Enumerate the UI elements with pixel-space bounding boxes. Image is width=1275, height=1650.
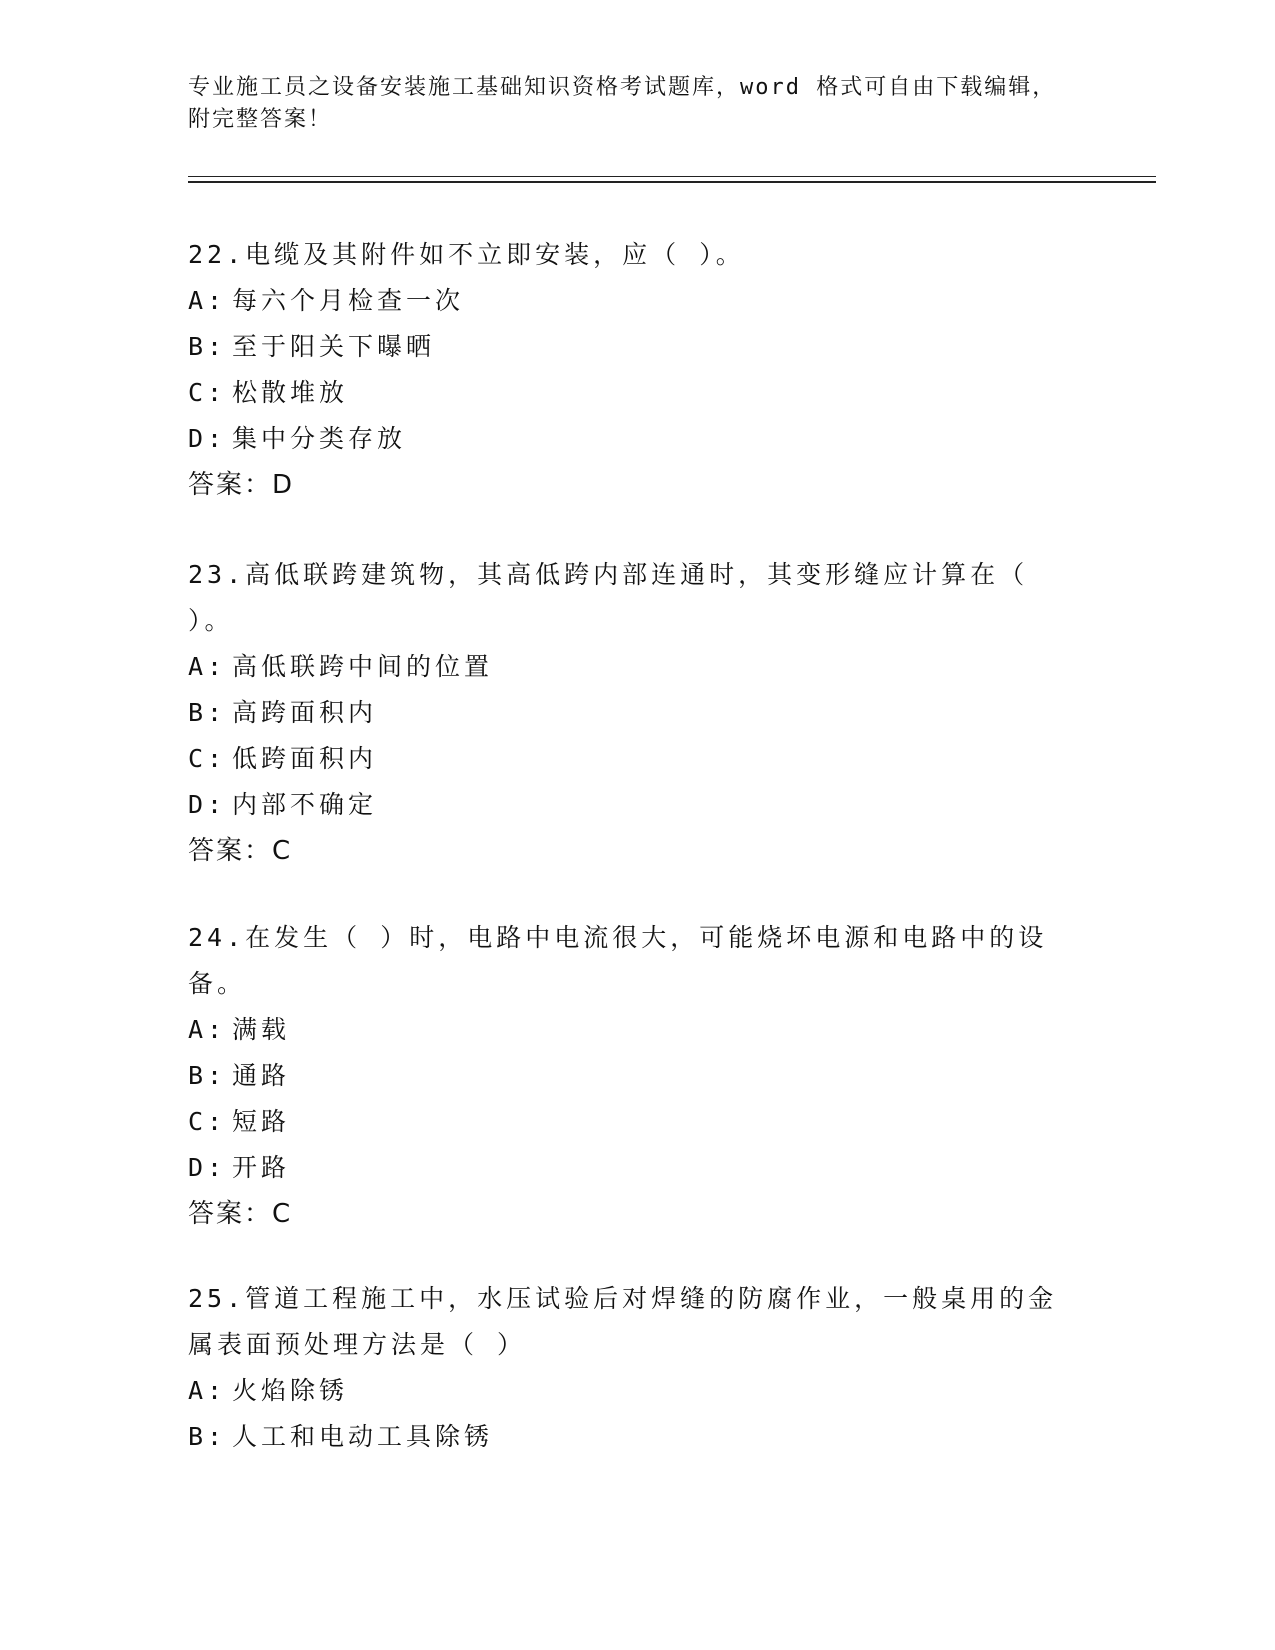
document-header: 专业施工员之设备安装施工基础知识资格考试题库，word 格式可自由下载编辑，附完整答案！ [188,75,1057,132]
answer-line: 答案：D [188,470,295,500]
option-text: 至于阳关下曝晒 [232,332,436,361]
option-text: 松散堆放 [232,378,349,407]
option-letter: C: [188,378,227,407]
option-b [188,324,1078,370]
option-letter: B: [188,698,227,727]
header-divider-bottom [188,181,1156,183]
option-letter: B: [188,1422,227,1451]
option-d [188,416,1078,462]
option-text: 开路 [232,1153,291,1182]
question-stem: 25.管道工程施工中，水压试验后对焊缝的防腐作业，一般桌用的金属表面预处理方法是（ ） [188,1284,1058,1359]
option-a [188,278,1078,324]
option-c [188,736,1078,782]
option-letter: D: [188,1153,227,1182]
option-letter: A: [188,1015,227,1044]
option-text: 满载 [232,1015,291,1044]
question-stem: 22.电缆及其附件如不立即安装，应（ ）。 [188,240,745,269]
option-text: 低跨面积内 [232,744,378,773]
option-c [188,1099,1078,1145]
option-a [188,1007,1078,1053]
question-25 [188,1276,1078,1460]
option-text: 高跨面积内 [232,698,378,727]
option-letter: A: [188,286,227,315]
question-24 [188,915,1078,1237]
option-text: 火焰除锈 [232,1376,349,1405]
option-letter: B: [188,1061,227,1090]
option-b [188,1053,1078,1099]
option-letter: C: [188,744,227,773]
option-text: 短路 [232,1107,291,1136]
option-c [188,370,1078,416]
option-text: 每六个月检查一次 [232,286,465,315]
option-text: 高低联跨中间的位置 [232,652,494,681]
option-text: 内部不确定 [232,790,378,819]
header-divider-top [188,176,1156,177]
option-a [188,1368,1078,1414]
answer-line: 答案：C [188,836,293,866]
option-letter: B: [188,332,227,361]
option-b [188,690,1078,736]
question-22 [188,232,1078,508]
option-b [188,1414,1078,1460]
option-a [188,644,1078,690]
option-d [188,1145,1078,1191]
option-text: 通路 [232,1061,291,1090]
question-23 [188,552,1078,874]
option-letter: A: [188,652,227,681]
option-letter: A: [188,1376,227,1405]
question-stem: 24.在发生（ ）时，电路中电流很大，可能烧坏电源和电路中的设备。 [188,923,1048,998]
answer-line: 答案：C [188,1199,293,1229]
option-d [188,782,1078,828]
question-stem: 23.高低联跨建筑物，其高低跨内部连通时，其变形缝应计算在（ ）。 [188,560,1029,635]
option-text: 集中分类存放 [232,424,407,453]
option-letter: D: [188,790,227,819]
option-letter: D: [188,424,227,453]
option-text: 人工和电动工具除锈 [232,1422,494,1451]
option-letter: C: [188,1107,227,1136]
